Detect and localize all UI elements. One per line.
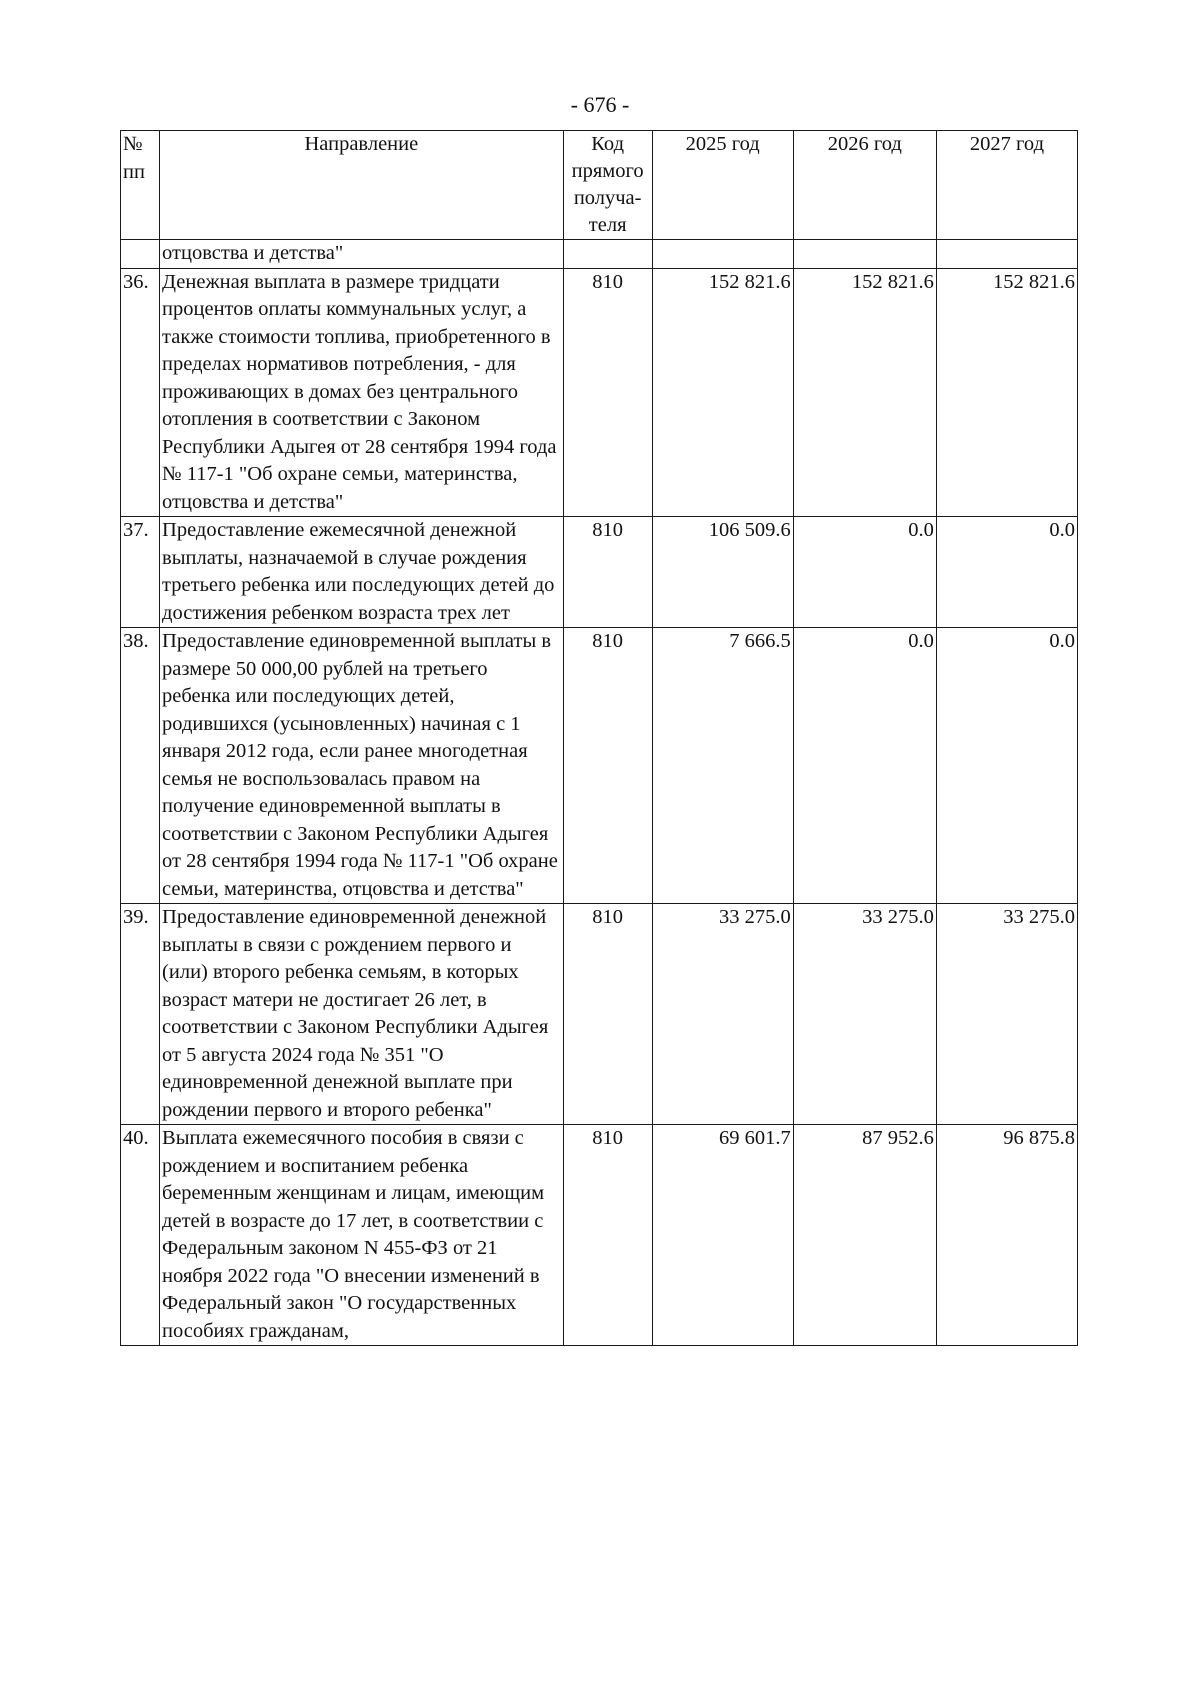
row-amount-2026: 0.0 (793, 517, 936, 628)
row-direction: Денежная выплата в размере тридцати процентов оплаты коммунальных услуг, а также стоимости топлива, приобретенного в пределах нормативов потребления, - для проживающих в домах без центрального отопления в соответствии с Законом Республики Адыгея от 28 сентября 1994 года № 117-1 "Об охране семьи, материнства, отцовства и детства" (160, 268, 564, 517)
row-code: 810 (563, 517, 652, 628)
row-code (563, 240, 652, 269)
row-amount-2025: 69 601.7 (652, 1125, 793, 1346)
row-direction: отцовства и детства" (160, 240, 564, 269)
table-row (121, 904, 1078, 1125)
row-code: 810 (563, 628, 652, 904)
table-row (121, 240, 1078, 269)
header-year-2027: 2027 год (936, 131, 1077, 240)
row-code: 810 (563, 268, 652, 517)
row-amount-2025: 106 509.6 (652, 517, 793, 628)
row-code: 810 (563, 904, 652, 1125)
row-direction: Предоставление ежемесячной денежной выплаты, назначаемой в случае рождения третьего ребенка или последующих детей до достижения ребенком возраста трех лет (160, 517, 564, 628)
row-direction: Предоставление единовременной денежной выплаты в связи с рождением первого и (или) второго ребенка семьям, в которых возраст матери не достигает 26 лет, в соответствии с Законом Республики Адыгея от 5 августа 2024 года № 351 "О единовременной денежной выплате при рождении первого и второго ребенка" (160, 904, 564, 1125)
budget-table (120, 130, 1078, 1346)
row-number (121, 240, 160, 269)
row-number: 40. (121, 1125, 160, 1346)
table-row (121, 1125, 1078, 1346)
header-direction: Направление (160, 131, 564, 240)
table-header-row (121, 131, 1078, 240)
row-number: 38. (121, 628, 160, 904)
row-amount-2026 (793, 240, 936, 269)
page-number: - 676 - (570, 92, 630, 117)
row-amount-2026: 87 952.6 (793, 1125, 936, 1346)
budget-table-wrapper (120, 130, 1078, 1346)
row-amount-2027: 0.0 (936, 628, 1077, 904)
row-amount-2027: 96 875.8 (936, 1125, 1077, 1346)
row-amount-2026: 33 275.0 (793, 904, 936, 1125)
header-number: № пп (121, 131, 160, 240)
row-amount-2025: 152 821.6 (652, 268, 793, 517)
row-amount-2027: 0.0 (936, 517, 1077, 628)
row-amount-2027 (936, 240, 1077, 269)
row-amount-2027: 152 821.6 (936, 268, 1077, 517)
table-row (121, 628, 1078, 904)
row-amount-2026: 0.0 (793, 628, 936, 904)
row-amount-2027: 33 275.0 (936, 904, 1077, 1125)
header-year-2025: 2025 год (652, 131, 793, 240)
row-number: 36. (121, 268, 160, 517)
row-number: 37. (121, 517, 160, 628)
row-number: 39. (121, 904, 160, 1125)
row-amount-2026: 152 821.6 (793, 268, 936, 517)
row-amount-2025: 33 275.0 (652, 904, 793, 1125)
row-amount-2025 (652, 240, 793, 269)
row-direction: Выплата ежемесячного пособия в связи с рождением и воспитанием ребенка беременным женщинам и лицам, имеющим детей в возрасте до 17 лет, в соответствии с Федеральным законом N 455-ФЗ от 21 ноября 2022 года "О внесении изменений в Федеральный закон "О государственных пособиях гражданам, (160, 1125, 564, 1346)
row-code: 810 (563, 1125, 652, 1346)
table-row (121, 268, 1078, 517)
header-recipient-code: Код прямого получа-теля (563, 131, 652, 240)
table-row (121, 517, 1078, 628)
header-year-2026: 2026 год (793, 131, 936, 240)
row-direction: Предоставление единовременной выплаты в размере 50 000,00 рублей на третьего ребенка или последующих детей, родившихся (усыновленных) начиная с 1 января 2012 года, если ранее многодетная семья не воспользовалась правом на получение единовременной выплаты в соответствии с Законом Республики Адыгея от 28 сентября 1994 года № 117-1 "Об охране семьи, материнства, отцовства и детства" (160, 628, 564, 904)
row-amount-2025: 7 666.5 (652, 628, 793, 904)
